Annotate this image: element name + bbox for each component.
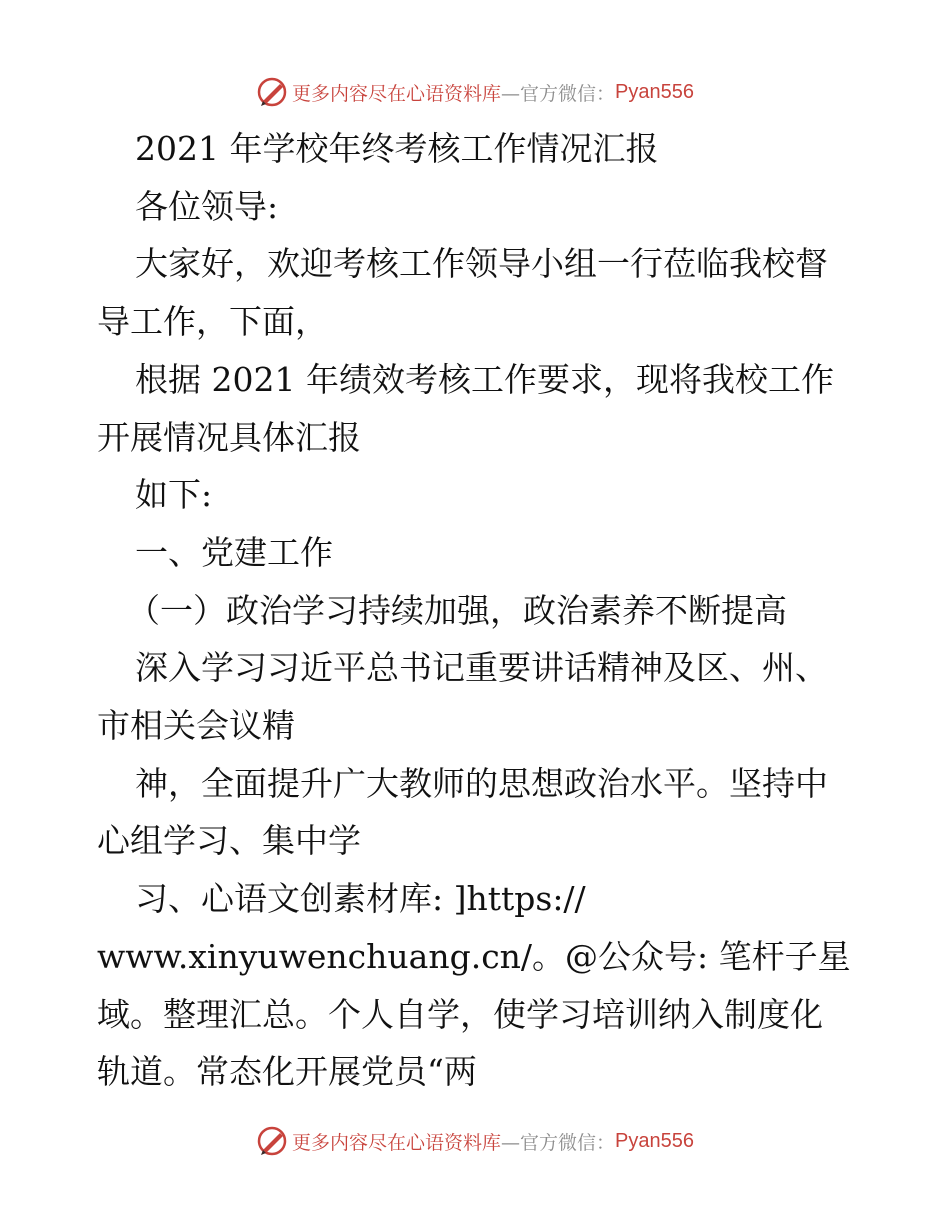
text-line: 轨道。常态化开展党员“两 <box>97 1052 477 1092</box>
text-line: 域。整理汇总。个人自学，使学习培训纳入制度化 <box>97 994 823 1034</box>
watermark-separator: —官方微信： <box>501 82 616 105</box>
subsection-heading: （一）政治学习持续加强，政治素养不断提高 <box>127 590 787 630</box>
pen-logo-icon <box>256 1125 288 1157</box>
watermark-header <box>0 72 950 112</box>
watermark-wechat-id: Pyan556 <box>615 80 694 103</box>
section-heading: 一、党建工作 <box>135 532 333 572</box>
text-line: 心组学习、集中学 <box>97 821 361 861</box>
watermark-separator: —官方微信： <box>501 1131 616 1154</box>
text-line: 深入学习习近平总书记重要讲话精神及区、州、 <box>135 648 828 688</box>
text-line: 根据 2021 年绩效考核工作要求，现将我校工作 <box>135 359 834 399</box>
text-line: www.xinyuwenchuang.cn/。@公众号: 笔杆子星 <box>97 936 851 976</box>
text-line: 导工作，下面， <box>97 302 328 342</box>
text-line: 习、心语文创素材库: ]https:// <box>135 879 586 919</box>
text-line: 开展情况具体汇报 <box>97 417 361 457</box>
salutation: 各位领导: <box>135 186 279 226</box>
text-line: 神，全面提升广大教师的思想政治水平。坚持中 <box>135 763 828 803</box>
watermark-text: 更多内容尽在心语资料库 <box>292 1131 502 1154</box>
document-title: 2021 年学校年终考核工作情况汇报 <box>135 129 659 168</box>
pen-logo-icon <box>256 76 288 108</box>
document-body <box>97 120 857 1101</box>
text-line: 如下: <box>135 475 213 515</box>
watermark-footer <box>0 1121 950 1161</box>
text-line: 市相关会议精 <box>97 706 295 746</box>
text-line: 大家好，欢迎考核工作领导小组一行莅临我校督 <box>135 244 828 284</box>
watermark-wechat-id: Pyan556 <box>615 1129 694 1152</box>
watermark-text: 更多内容尽在心语资料库 <box>292 82 502 105</box>
